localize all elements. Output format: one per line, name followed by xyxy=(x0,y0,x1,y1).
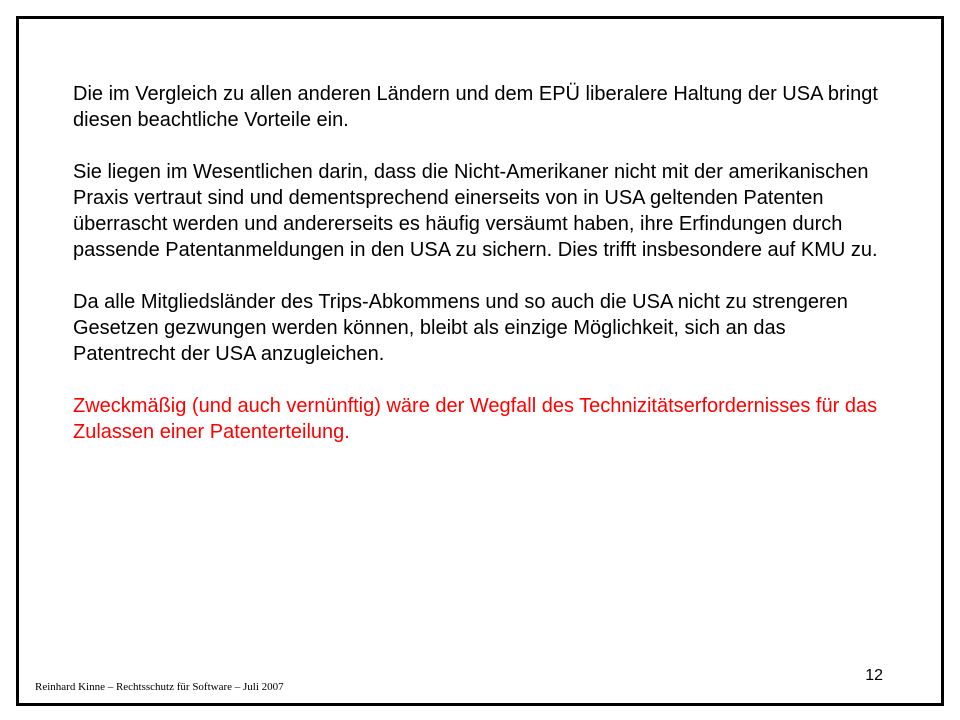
slide-body xyxy=(73,81,893,471)
page-number: 12 xyxy=(865,667,883,684)
footer-credit: Reinhard Kinne – Rechtsschutz für Software – Juli 2007 xyxy=(35,681,284,693)
slide-frame xyxy=(16,16,944,706)
paragraph-advantages: Die im Vergleich zu allen anderen Ländern und dem EPÜ liberalere Haltung der USA bringt diesen beachtliche Vorteile ein. xyxy=(73,83,878,131)
paragraph-reasons: Sie liegen im Wesentlichen darin, dass die Nicht-Amerikaner nicht mit der amerikanischen Praxis vertraut sind und dementsprechend einerseits von in USA geltenden Patenten überrascht werden und andererseits es häufig versäumt haben, ihre Erfindungen durch passende Patentanmeldungen in den USA zu sichern. Dies trifft insbesondere auf KMU zu. xyxy=(73,161,878,261)
paragraph-trips: Da alle Mitgliedsländer des Trips-Abkommens und so auch die USA nicht zu strengeren Gesetzen gezwungen werden können, bleibt als einzige Möglichkeit, sich an das Patentrecht der USA anzugleichen. xyxy=(73,291,848,365)
paragraph-conclusion: Zweckmäßig (und auch vernünftig) wäre der Wegfall des Technizitätserfordernisses für das Zulassen einer Patenterteilung. xyxy=(73,395,878,443)
